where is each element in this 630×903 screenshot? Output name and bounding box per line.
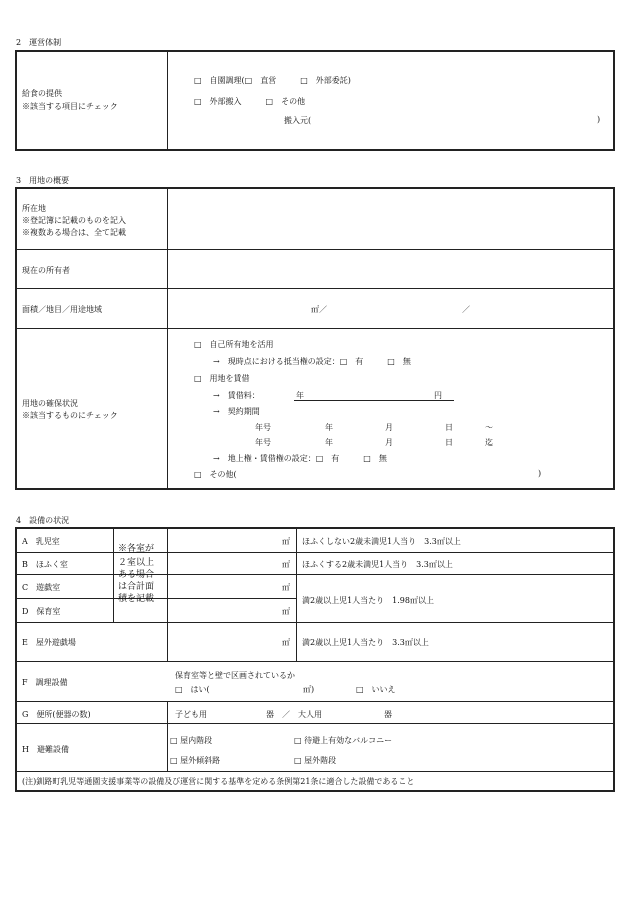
meal-option-external[interactable]: □ 外部搬入 □ その他 [194,97,306,106]
location-note2: ※複数ある場合は、全て記載 [22,228,126,237]
divider [16,574,614,575]
footnote: (注)釧路町乳児等通園支援事業等の設備及び運営に関する基準を定める条例第21条に適合した設備であること [22,777,415,786]
area-note-line2: ２室以上 [118,558,155,568]
kitchen-question: 保育室等と壁で区画されているか [175,671,295,680]
from-month: 月 [385,423,393,432]
unit-b: ㎡ [282,560,290,569]
carry-source-close: ) [597,115,601,124]
kitchen-label: F 調理設備 [22,678,68,687]
divider [113,528,114,622]
area-note-line5: 積を記載 [118,594,155,604]
secure-note: ※該当するものにチェック [22,411,118,420]
room-a-label: A 乳児室 [22,537,60,546]
owner-label: 現在の所有者 [22,266,70,275]
to-day: 日 [445,438,453,447]
area-note-line4: は合計面 [118,582,155,592]
evacuation-label: H 避難設備 [22,745,69,754]
divider [16,288,614,289]
surface-right-setting[interactable]: → 地上権・賃借権の設定：□ 有 □ 無 [213,454,387,463]
divider [16,701,614,702]
other-checkbox[interactable]: □ その他( [194,470,237,479]
unit-e: ㎡ [282,638,290,647]
room-b-label: B ほふく室 [22,560,68,569]
room-d-label: D 保育室 [22,607,61,616]
toilet-label: G 便所(便器の数) [22,710,91,719]
toilet-unit: 器 [384,710,392,719]
kitchen-yes[interactable]: □ はい( [175,685,210,694]
area-unit: ㎡／ [311,305,327,314]
location-label: 所在地 [22,204,46,213]
meal-option-inhouse[interactable]: □ 自園調理(□ 直営 □ 外部委託) [194,76,351,85]
section3-heading: 3 用地の概要 [16,176,70,185]
from-era: 年号 [255,423,271,432]
from-day: 日 [445,423,453,432]
carry-source-label: 搬入元( [284,116,312,125]
divider [16,622,614,623]
contract-period-label: → 契約期間 [213,407,260,416]
unit-c: ㎡ [282,583,290,592]
standard-a: ほふくしない2歳未満児1人当り 3.3㎡以上 [302,537,461,546]
evac-outdoor-stairs[interactable]: □ 屋外階段 [294,756,337,765]
rent-label: → 賃借料： [213,391,260,400]
section4-heading: 4 設備の状況 [16,516,70,525]
area-note-line1: ※各室が [118,544,155,554]
to-year: 年 [325,438,333,447]
rent-field[interactable] [294,390,454,401]
secure-label: 用地の確保状況 [22,399,78,408]
section2-heading: 2 運営体制 [16,38,62,47]
divider [167,701,168,723]
to-until: 迄 [485,438,493,447]
divider [16,723,614,724]
divider [167,723,168,771]
outdoor-label: E 屋外遊戯場 [22,638,76,647]
room-c-label: C 遊戯室 [22,583,61,592]
standard-b: ほふくする2歳未満児1人当り 3.3㎡以上 [302,560,453,569]
toilet-unit-adults: 器 ／ 大人用 [266,710,322,719]
evac-outdoor-ramp[interactable]: □ 屋外傾斜路 [170,756,221,765]
divider [16,598,296,599]
to-month: 月 [385,438,393,447]
divider [16,249,614,250]
own-land-checkbox[interactable]: □ 自己所有地を活用 [194,340,274,349]
unit-a: ㎡ [282,537,290,546]
evac-indoor-stairs[interactable]: □ 屋内階段 [170,736,213,745]
from-tilde: ～ [485,423,493,432]
area-label: 面積／地目／用途地域 [22,305,102,314]
divider [167,51,168,150]
toilet-kids: 子ども用 [175,710,207,719]
from-year: 年 [325,423,333,432]
divider [16,552,614,553]
standard-cd: 満2歳以上児1人当たり 1.98㎡以上 [302,596,434,605]
divider [16,661,614,662]
standard-e: 満2歳以上児1人当たり 3.3㎡以上 [302,638,429,647]
meal-note: ※該当する項目にチェック [22,102,118,111]
divider [16,328,614,329]
kitchen-no[interactable]: □ いいえ [356,685,396,694]
mortgage-setting[interactable]: → 現時点における抵当権の設定：□ 有 □ 無 [213,357,411,366]
divider [16,771,614,772]
rent-yen: 円 [434,391,442,400]
rent-year: 年 [296,391,304,400]
area-note-line3: ある場合 [118,570,155,580]
divider [167,528,168,661]
to-era: 年号 [255,438,271,447]
kitchen-unit: ㎡) [303,685,315,694]
evac-balcony[interactable]: □ 待避上有効なバルコニー [294,736,393,745]
unit-d: ㎡ [282,607,290,616]
divider [167,188,168,489]
lease-land-checkbox[interactable]: □ 用地を賃借 [194,374,250,383]
area-separator: ／ [462,305,470,314]
other-close: ) [538,469,542,478]
meal-label: 給食の提供 [22,89,62,98]
divider [296,528,297,661]
location-note1: ※登記簿に記載のものを記入 [22,216,126,225]
